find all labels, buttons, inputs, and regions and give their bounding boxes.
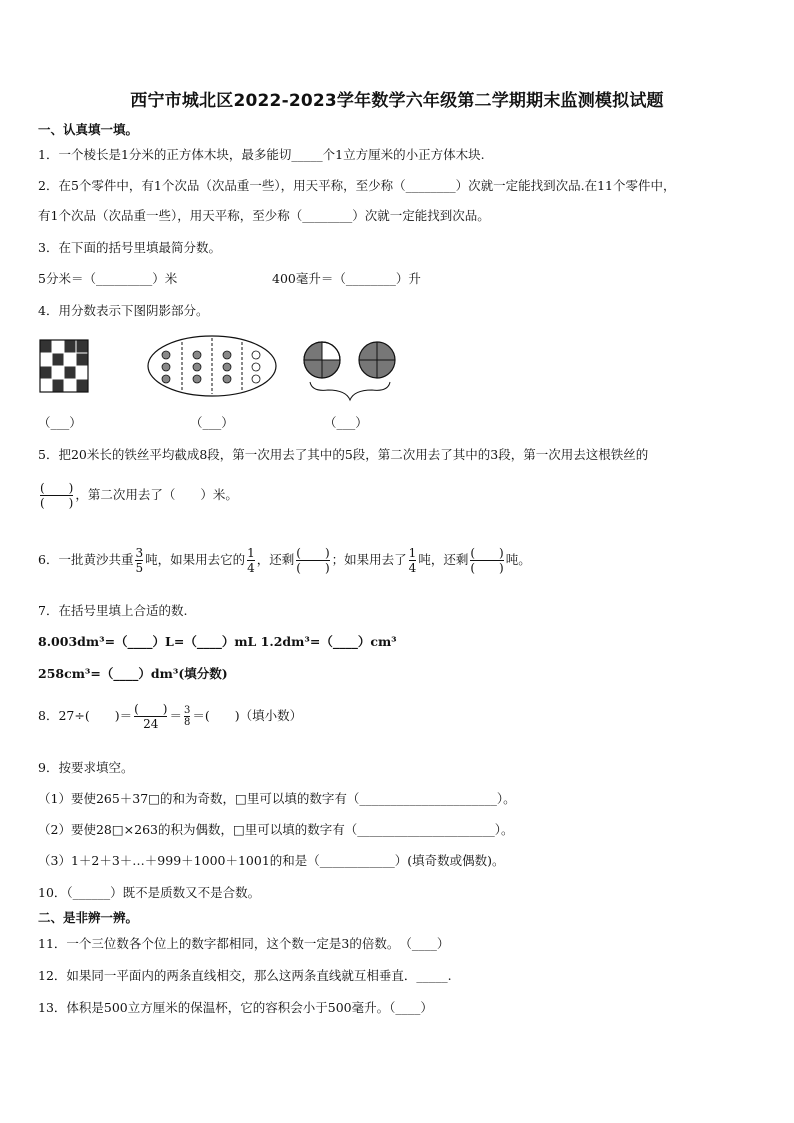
checker-grid-figure xyxy=(40,340,88,392)
question-10: 10．（______）既不是质数又不是合数。 xyxy=(38,885,261,900)
q8-fraction-1: $\frac{( )}{24}$ xyxy=(134,702,168,731)
question-2-line-1: 2．在5个零件中，有1个次品（次品重一些），用天平称，至少称（________）次就一定能找到次品.在11个零件中， xyxy=(38,178,676,193)
q8-fraction-2: $\frac{3}{8}$ xyxy=(183,705,191,728)
figure-1-answer: （___） xyxy=(38,415,82,430)
question-13: 13．体积是500立方厘米的保温杯，它的容积会小于500毫升。（____） xyxy=(38,1000,433,1015)
section-2-heading: 二、是非辨一辨。 xyxy=(38,910,139,925)
question-4-figures xyxy=(0,0,794,420)
section-1-heading: 一、认真填一填。 xyxy=(38,122,139,137)
question-3-part-b: 400毫升＝（________）升 xyxy=(272,271,421,286)
question-7: 7．在括号里填上合适的数. xyxy=(38,603,188,618)
question-4: 4．用分数表示下图阴影部分。 xyxy=(38,303,209,318)
q6-fraction-used-tons: $\frac{1}{4}$ xyxy=(408,546,417,575)
question-2-line-2: 有1个次品（次品重一些），用天平称，至少称（________）次就一定能找到次品。 xyxy=(38,208,490,223)
ellipse-dots-figure xyxy=(148,336,276,396)
figure-3-answer: （___） xyxy=(324,415,368,430)
question-9-part-3: （3）1＋2＋3＋…＋999＋1000＋1001的和是（____________）(填奇数或偶数)。 xyxy=(38,853,505,868)
question-9: 9．按要求填空。 xyxy=(38,760,134,775)
circles-figure xyxy=(304,342,395,400)
question-9-part-2: （2）要使28□×263的积为偶数，□里可以填的数字有（______________________）。 xyxy=(38,822,514,837)
question-6: 6．一批黄沙共重 $\frac{3}{5}$ 吨，如果用去它的 $\frac{1}{4}$ ，还剩 $\frac{( )}{( )}$ ；如果用去了 $\frac{1}{4}$ 吨，还剩 $\frac{( )}{( )}$ 吨。 xyxy=(38,546,531,575)
question-7-line-2: 258cm³=（____）dm³(填分数) xyxy=(38,666,228,681)
q6-blank-2: $\frac{( )}{( )}$ xyxy=(470,546,504,575)
page-title: 西宁市城北区2022-2023学年数学六年级第二学期期末监测模拟试题 xyxy=(130,91,664,111)
question-11: 11．一个三位数各个位上的数字都相同，这个数一定是3的倍数。 （____） xyxy=(38,936,450,951)
q6-fraction-total: $\frac{3}{5}$ xyxy=(135,546,144,575)
question-5-line-1: 5．把20米长的铁丝平均截成8段，第一次用去了其中的5段，第二次用去了其中的3段，第一次用去这根铁丝的 xyxy=(38,447,649,462)
question-8: 8．27÷( )＝ $\frac{( )}{24}$ ＝ $\frac{3}{8}$ ＝( )（填小数） xyxy=(38,702,303,731)
figure-2-answer: （___） xyxy=(190,415,234,430)
q6-fraction-used: $\frac{1}{4}$ xyxy=(247,546,255,575)
q6-blank-1: $\frac{( )}{( )}$ xyxy=(296,546,330,575)
question-9-part-1: （1）要使265＋37□的和为奇数，□里可以填的数字有（______________________）。 xyxy=(38,791,516,806)
question-5-line-2: $\frac{( )}{( )}$ ，第二次用去了（ ）米。 xyxy=(40,481,238,510)
question-3: 3．在下面的括号里填最简分数。 xyxy=(38,240,221,255)
question-7-line-1: 8.003dm³=（____）L=（____）mL 1.2dm³=（____）cm³ xyxy=(38,634,397,649)
question-3-part-a: 5分米＝（_________）米 xyxy=(38,271,178,286)
q5-fraction: $\frac{( )}{( )}$ xyxy=(40,481,74,510)
question-12: 12．如果同一平面内的两条直线相交，那么这两条直线就互相垂直．_____. xyxy=(38,968,452,983)
question-1: 1．一个棱长是1分米的正方体木块，最多能切_____个1立方厘米的小正方体木块. xyxy=(38,147,485,162)
